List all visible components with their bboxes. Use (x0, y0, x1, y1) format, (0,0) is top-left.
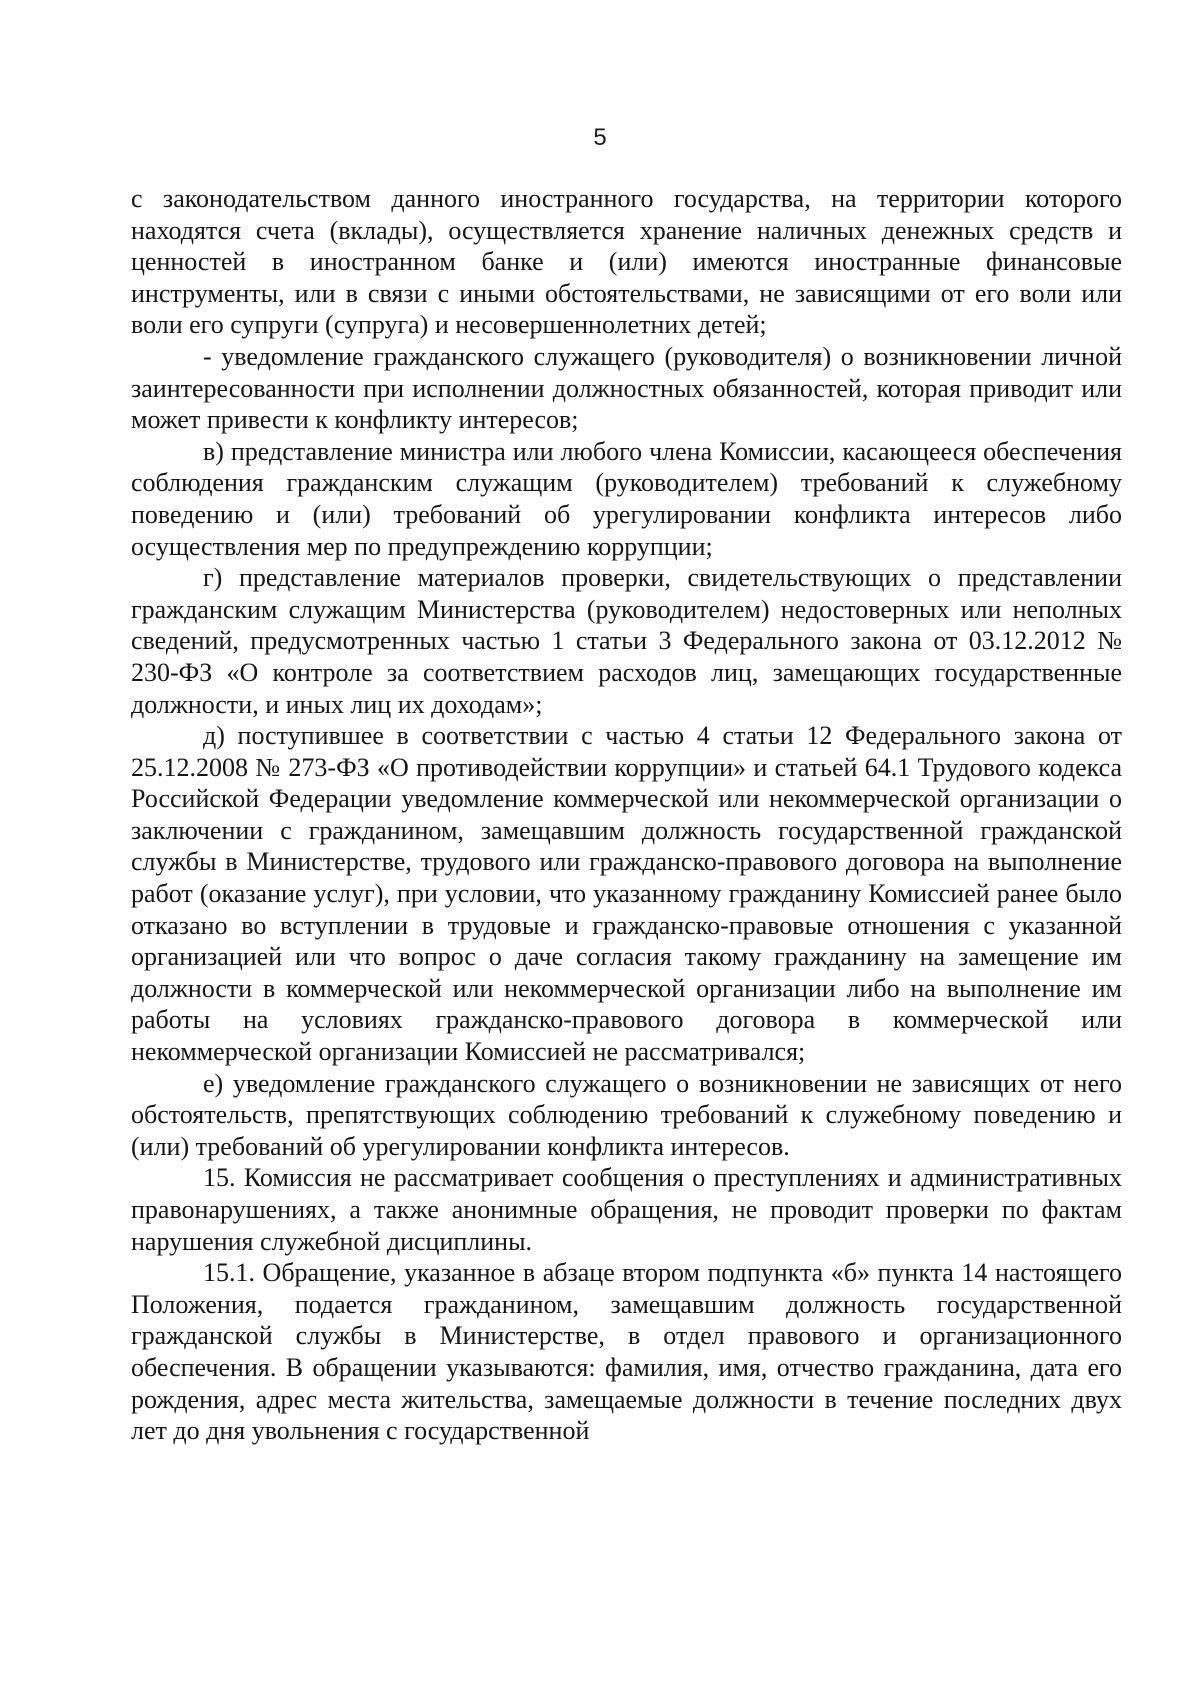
paragraph-item-v: в) представление министра или любого члена Комиссии, касающееся обеспечения соблюдения гражданским служащим (руководителем) требований к служебному поведению и (или) требований об урегулировании конфликта интересов либо осуществления мер по предупреждению коррупции; (131, 436, 1122, 561)
paragraph-item-d: д) поступившее в соответствии с частью 4 статьи 12 Федерального закона от 25.12.2008 № 273-ФЗ «О противодействии коррупции» и статьей 64.1 Трудового кодекса Российской Федерации уведомление коммерческой или некоммерческой организации о заключении с гражданином, замещавшим должность государственной гражданской службы в Министерстве, трудового или гражданско-правового договора на выполнение работ (оказание услуг), при условии, что указанному гражданину Комиссией ранее было отказано во вступлении в трудовые и гражданско-правовые отношения с указанной организацией или что вопрос о даче согласия такому гражданину на замещение им должности в коммерческой или некоммерческой организации либо на выполнение им работы на условиях гражданско-правового договора в коммерческой или некоммерческой организации Комиссией не рассматривался; (131, 721, 1122, 1067)
page-number: 5 (593, 124, 607, 151)
paragraph-conflict-notice: - уведомление гражданского служащего (руководителя) о возникновении личной заинтересованности при исполнении должностных обязанностей, которая приводит или может привести к конфликту интересов; (131, 341, 1122, 435)
paragraph-continuation: с законодательством данного иностранного государства, на территории которого находятся счета (вклады), осуществляется хранение наличных денежных средств и ценностей в иностранном банке и (или) имеются иностранные финансовые инструменты, или в связи с иными обстоятельствами, не зависящими от его воли или воли его супруги (супруга) и несовершеннолетних детей; (131, 184, 1122, 340)
paragraph-item-g: г) представление материалов проверки, свидетельствующих о представлении гражданским служащим Министерства (руководителем) недостоверных или неполных сведений, предусмотренных частью 1 статьи 3 Федерального закона от 03.12.2012 № 230-ФЗ «О контроле за соответствием расходов лиц, замещающих государственные должности, и иных лиц их доходам»; (131, 563, 1122, 719)
paragraph-clause-15-1: 15.1. Обращение, указанное в абзаце втором подпункта «б» пункта 14 настоящего Положения, подается гражданином, замещавшим должность государственной гражданской службы в Министерстве, в отдел правового и организационного обеспечения. В обращении указываются: фамилия, имя, отчество гражданина, дата его рождения, адрес места жительства, замещаемые должности в течение последних двух лет до дня увольнения с государственной (131, 1258, 1122, 1446)
paragraph-item-e: е) уведомление гражданского служащего о возникновении не зависящих от него обстоятельств, препятствующих соблюдению требований к служебному поведению и (или) требований об урегулировании конфликта интересов. (131, 1068, 1122, 1161)
document-text-body (131, 183, 1122, 1447)
paragraph-clause-15: 15. Комиссия не рассматривает сообщения о преступлениях и административных правонарушениях, а также анонимные обращения, не проводит проверки по фактам нарушения служебной дисциплины. (131, 1163, 1122, 1256)
